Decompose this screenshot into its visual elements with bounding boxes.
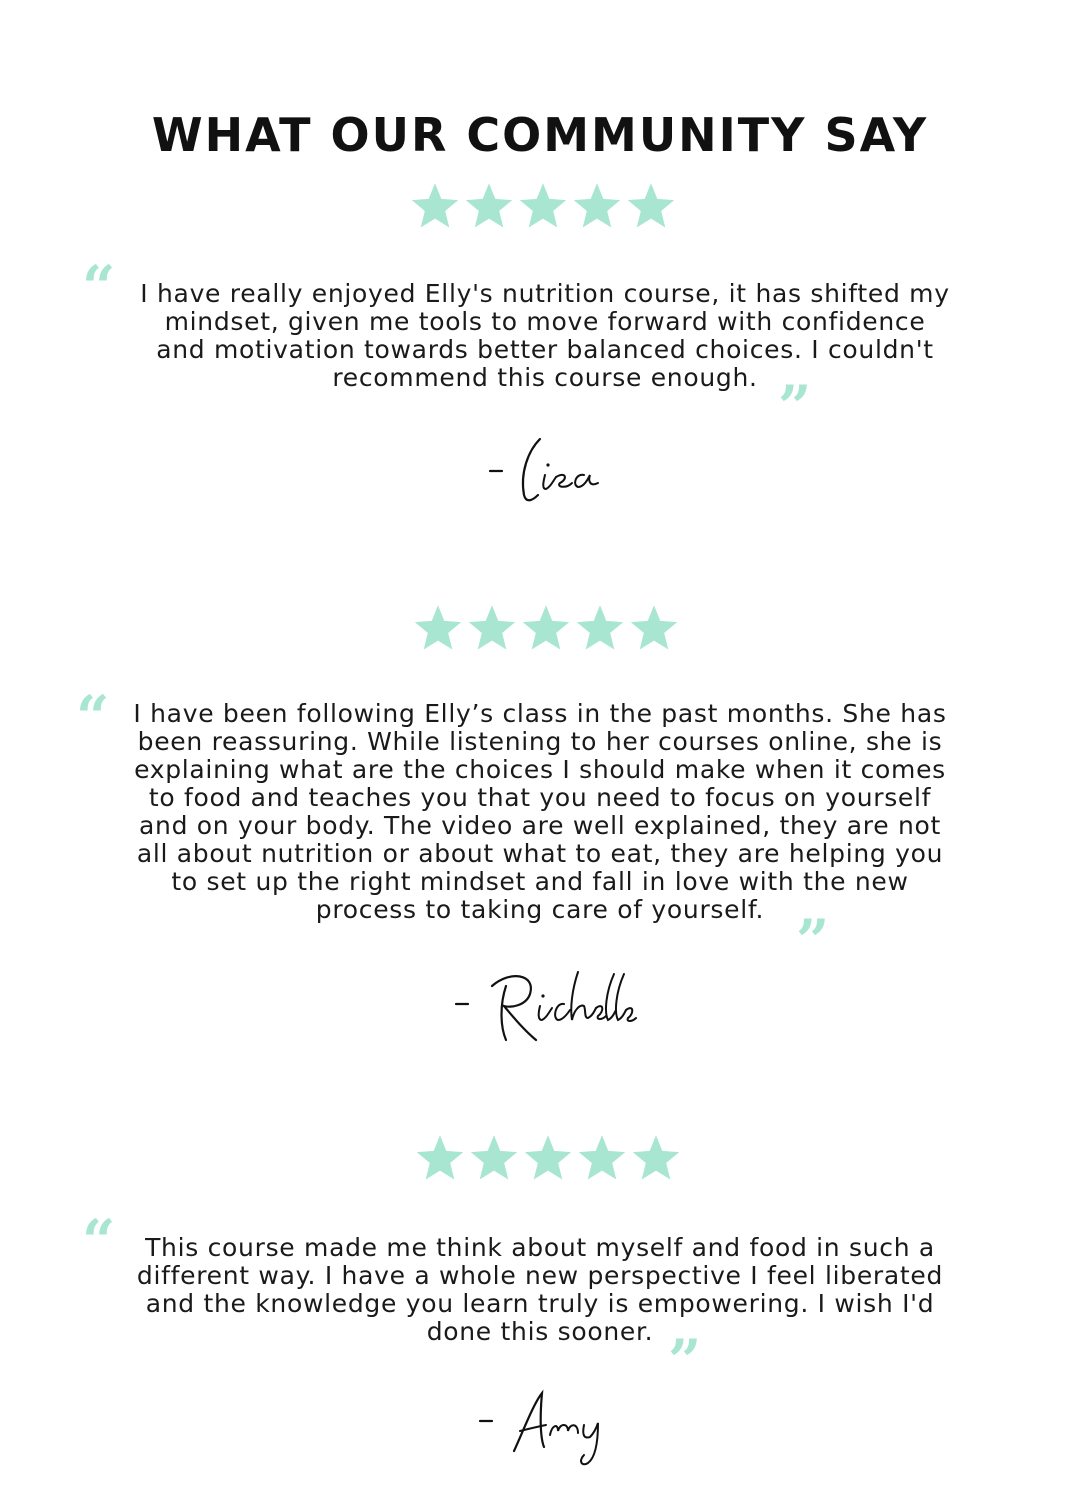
testimonial-line: all about nutrition or about what to eat, they are helping you	[136, 839, 944, 868]
star-icon	[409, 180, 461, 232]
signature-lisa-drawing	[0, 425, 1080, 515]
open-quote-icon: “	[82, 253, 116, 321]
star-icon	[522, 1132, 574, 1184]
signature-lisa	[0, 425, 1080, 515]
signature-amy	[0, 1385, 1080, 1475]
testimonial-line: I have been following Elly’s class in the past months. She has	[133, 699, 947, 728]
testimonial-line: I have really enjoyed Elly's nutrition course, it has shifted my	[140, 279, 950, 308]
star-icon	[625, 180, 677, 232]
open-quote-icon: “	[82, 1207, 116, 1275]
testimonial-line: explaining what are the choices I should make when it comes	[134, 755, 946, 784]
star-icon	[628, 602, 680, 654]
close-quote-icon: ”	[778, 373, 812, 441]
testimonial-line: This course made me think about myself and food in such a	[145, 1233, 935, 1262]
open-quote-icon: “	[76, 683, 110, 751]
star-icon	[468, 1132, 520, 1184]
close-quote-icon: ”	[796, 907, 830, 975]
testimonial-text	[90, 700, 990, 924]
star-icon	[630, 1132, 682, 1184]
star-rating	[412, 602, 680, 658]
testimonial-line: different way. I have a whole new perspective I feel liberated	[136, 1261, 944, 1290]
testimonial-line: and on your body. The video are well explained, they are not	[139, 811, 941, 840]
star-icon	[466, 602, 518, 654]
close-quote-icon: ”	[668, 1327, 702, 1395]
star-icon	[574, 602, 626, 654]
star-icon	[463, 180, 515, 232]
testimonial-line: to set up the right mindset and fall in love with the new	[171, 867, 909, 896]
star-rating	[414, 1132, 682, 1188]
testimonial-line: to food and teaches you that you need to focus on yourself	[148, 783, 932, 812]
testimonial-line: recommend this course enough.	[332, 363, 758, 392]
star-icon	[412, 602, 464, 654]
signature-richelle	[0, 960, 1080, 1050]
star-icon	[571, 180, 623, 232]
star-icon	[517, 180, 569, 232]
testimonial-line: and the knowledge you learn truly is empowering. I wish I'd	[145, 1289, 935, 1318]
page-title: WHAT OUR COMMUNITY SAY	[151, 107, 929, 162]
testimonial-line: done this sooner.	[426, 1317, 654, 1346]
signature-richelle-drawing	[0, 960, 1080, 1050]
testimonial-text	[100, 280, 990, 392]
testimonial-text	[100, 1234, 980, 1346]
star-icon	[414, 1132, 466, 1184]
testimonial-line: process to taking care of yourself.	[315, 895, 765, 924]
testimonial-line: and motivation towards better balanced choices. I couldn't	[156, 335, 934, 364]
star-icon	[576, 1132, 628, 1184]
signature-amy-drawing	[0, 1385, 1080, 1475]
testimonial-line: mindset, given me tools to move forward with confidence	[164, 307, 926, 336]
star-rating	[409, 180, 677, 236]
star-icon	[520, 602, 572, 654]
testimonial-line: been reassuring. While listening to her courses online, she is	[137, 727, 943, 756]
